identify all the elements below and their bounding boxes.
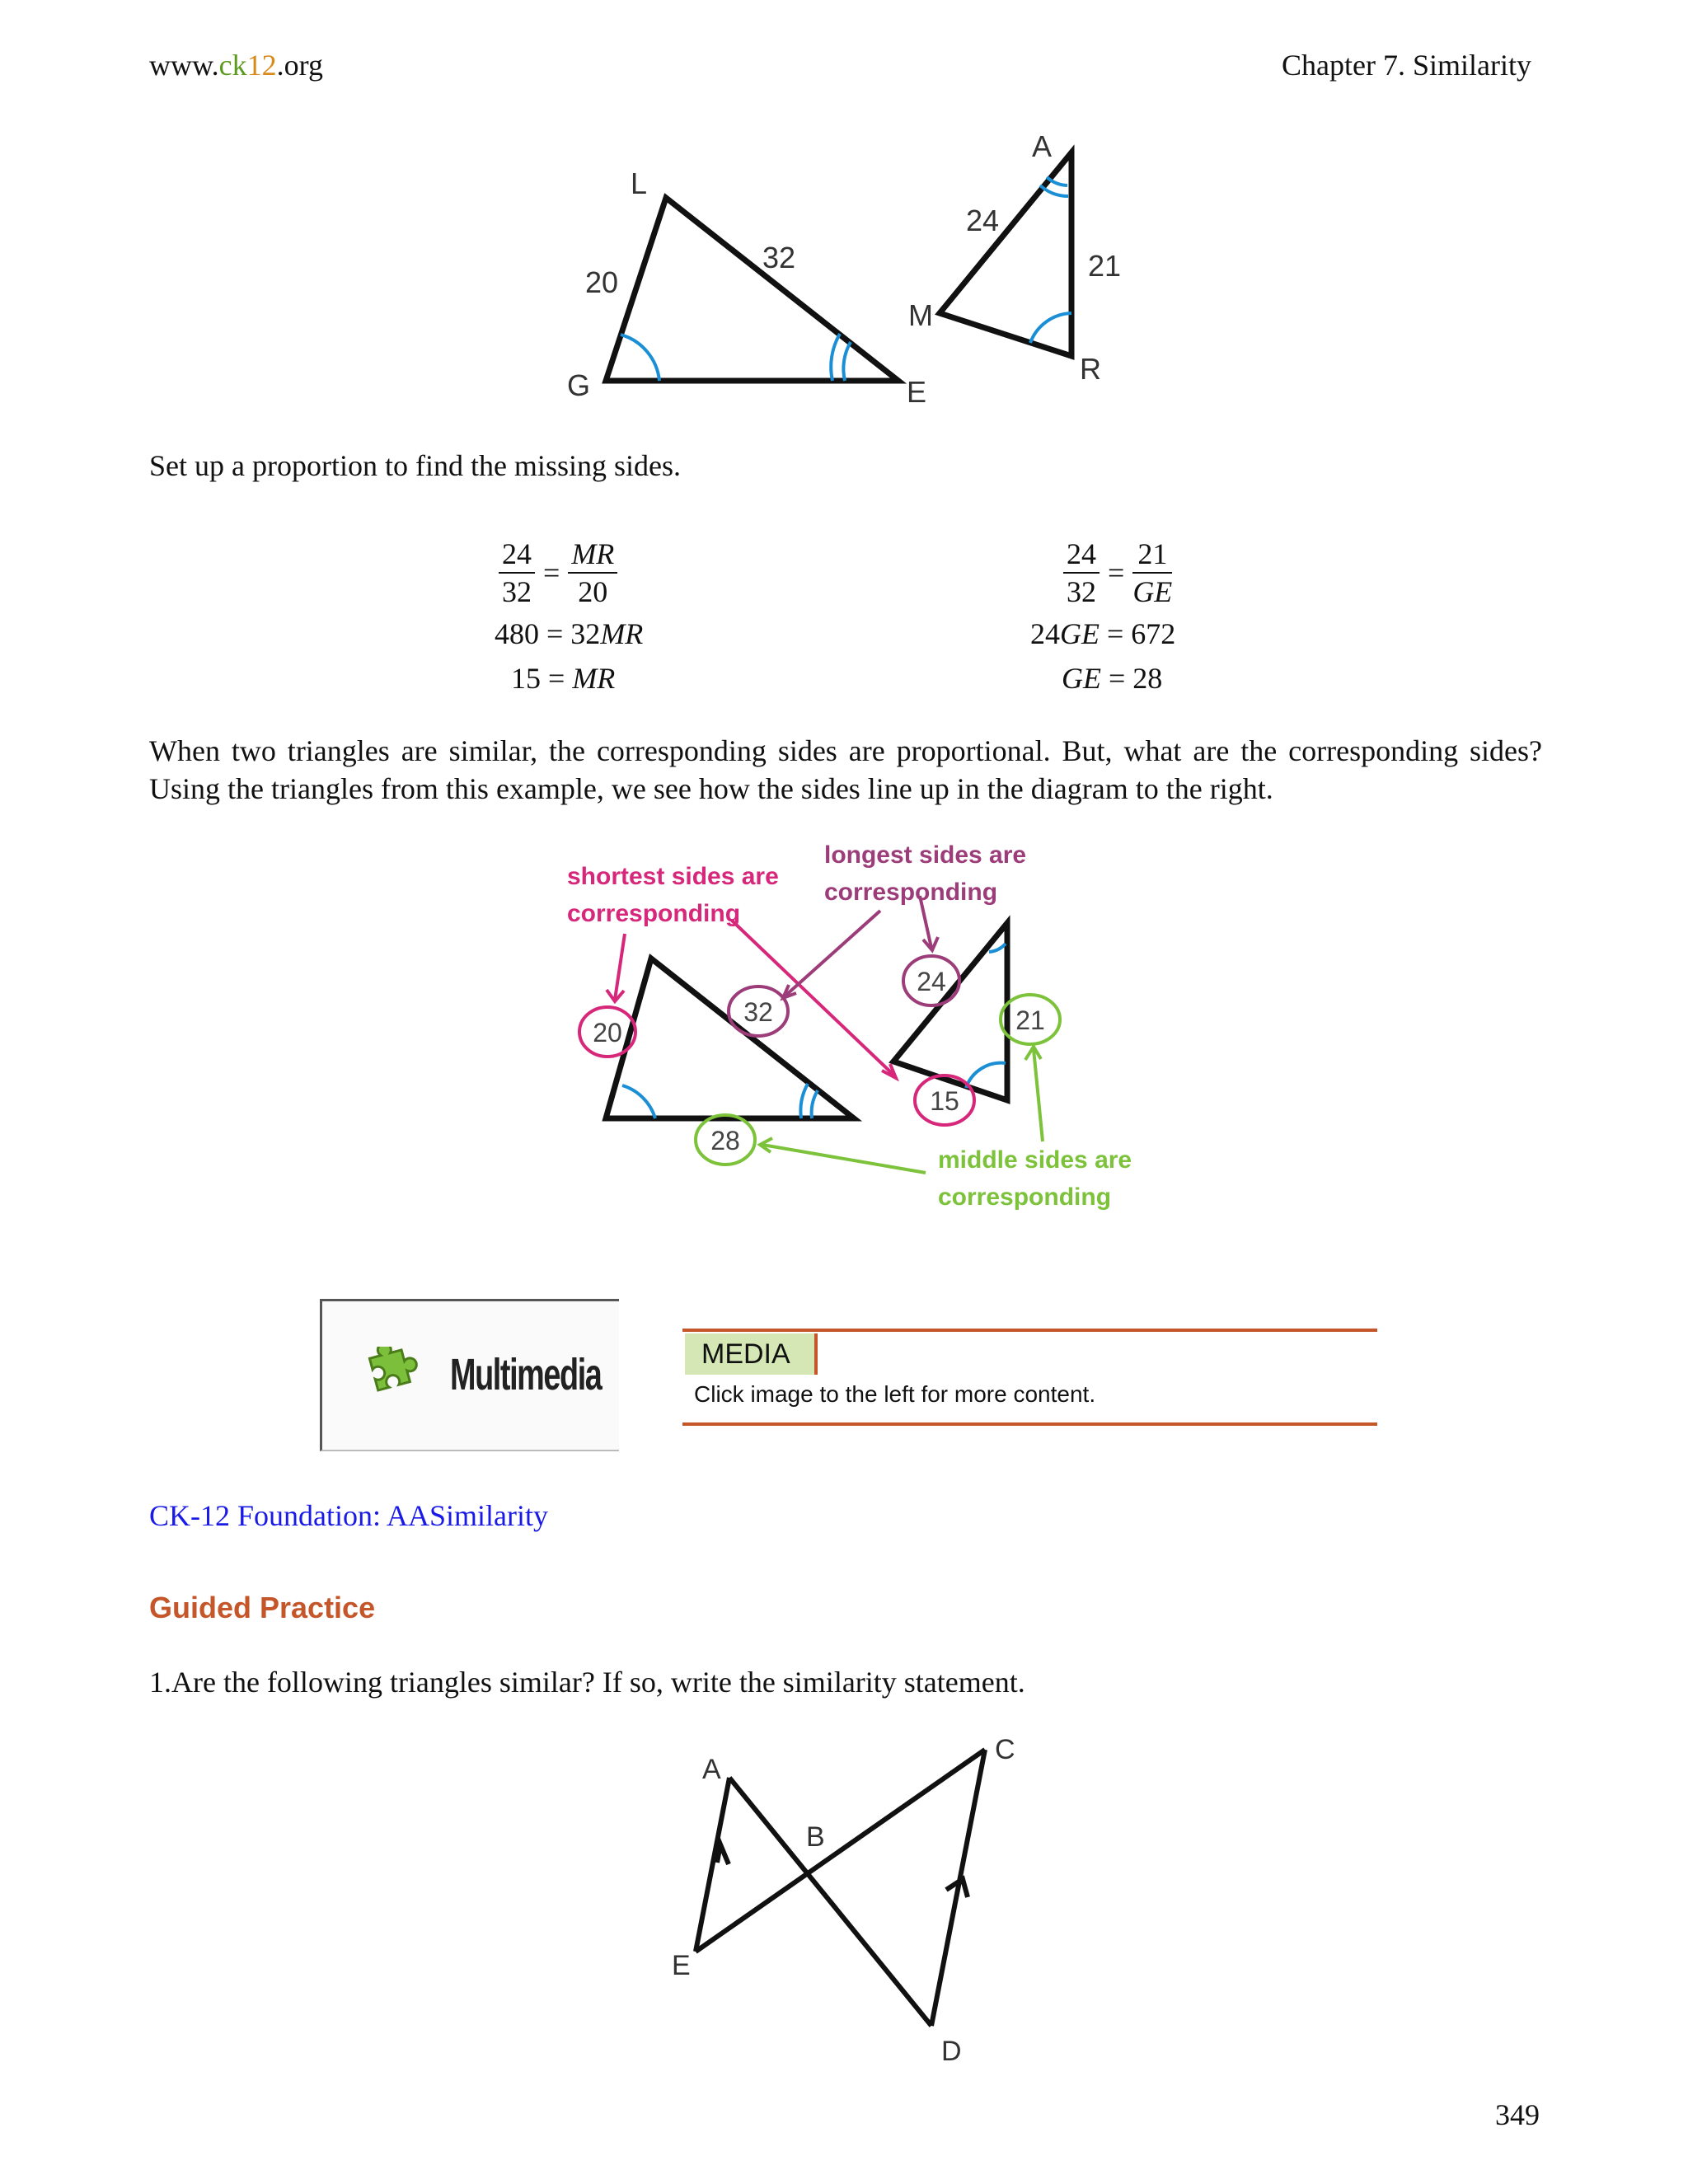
multimedia-label: Multimedia — [450, 1350, 602, 1399]
angle-marks — [621, 177, 1071, 381]
vertex-label-g: G — [567, 368, 591, 402]
middle-note-line1: middle sides are — [938, 1146, 1132, 1174]
middle-note-line2: corresponding — [938, 1183, 1112, 1211]
media-caption: Click image to the left for more content. — [694, 1381, 1096, 1407]
media-tag: MEDIA — [685, 1333, 818, 1375]
value-20: 20 — [593, 1018, 622, 1047]
similar-triangles-figure — [528, 124, 1154, 420]
vertex-label-a: A — [702, 1754, 721, 1785]
proportion-left: $\frac{24}{32}$ = $\frac{MR}{20}$ 480 = 32MR 15 = MR — [495, 537, 644, 695]
vertex-label-r: R — [1080, 352, 1101, 386]
site-url: www.ck12.org — [149, 49, 323, 82]
vertex-label-b: B — [806, 1821, 825, 1853]
shortest-note-line2: corresponding — [567, 900, 741, 927]
multimedia-thumbnail[interactable] — [320, 1299, 619, 1451]
value-15: 15 — [930, 1086, 959, 1116]
corresponding-sides-figure — [544, 828, 1154, 1232]
triangle-amr — [940, 152, 1071, 356]
vertex-label-l: L — [631, 166, 648, 200]
explanation-text: When two triangles are similar, the corresponding sides are proportional. But, what are the corresponding sides? Using the triangles from this example, we see how the sides line up in the diagram to the right. — [149, 734, 1542, 805]
side-label-le: 32 — [762, 241, 796, 274]
proportion-right: $\frac{24}{32}$ = $\frac{21}{GE}$ 24GE = 672 GE = 28 — [1030, 537, 1176, 695]
longest-note-line1: longest sides are — [824, 841, 1027, 869]
aasimilarity-link[interactable]: CK-12 Foundation: AASimilarity — [149, 1499, 549, 1532]
setup-text: Set up a proportion to find the missing sides. — [149, 449, 681, 482]
vertex-label-d: D — [941, 2036, 962, 2067]
value-28: 28 — [710, 1126, 740, 1155]
vertex-label-e: E — [672, 1950, 691, 1981]
vertex-label-m: M — [908, 298, 933, 332]
fraction: $\frac{MR}{20}$ — [568, 536, 617, 610]
media-box — [682, 1329, 1377, 1426]
chapter-title: Chapter 7. Similarity — [1282, 49, 1531, 82]
vertex-label-c: C — [995, 1734, 1015, 1765]
bowtie-triangles-figure — [651, 1722, 1047, 2069]
fraction: $\frac{21}{GE}$ — [1132, 537, 1173, 608]
puzzle-piece-icon — [359, 1347, 425, 1413]
vertex-label-a: A — [1032, 129, 1053, 163]
value-32: 32 — [743, 997, 773, 1027]
fraction: $\frac{24}{32}$ — [1063, 536, 1100, 610]
side-label-lg: 20 — [585, 265, 619, 299]
value-24: 24 — [917, 967, 946, 996]
value-21: 21 — [1015, 1005, 1045, 1035]
side-label-am: 24 — [966, 204, 1000, 237]
guided-practice-heading: Guided Practice — [149, 1591, 376, 1624]
shortest-note-line1: shortest sides are — [567, 863, 779, 890]
vertex-label-e: E — [907, 375, 927, 409]
fraction: $\frac{24}{32}$ — [499, 536, 535, 610]
page-number: 349 — [1495, 2098, 1540, 2131]
side-label-ar: 21 — [1088, 249, 1122, 283]
longest-note-line2: corresponding — [824, 879, 998, 906]
question-1: 1.Are the following triangles similar? If so, write the similarity statement. — [149, 1666, 1025, 1699]
